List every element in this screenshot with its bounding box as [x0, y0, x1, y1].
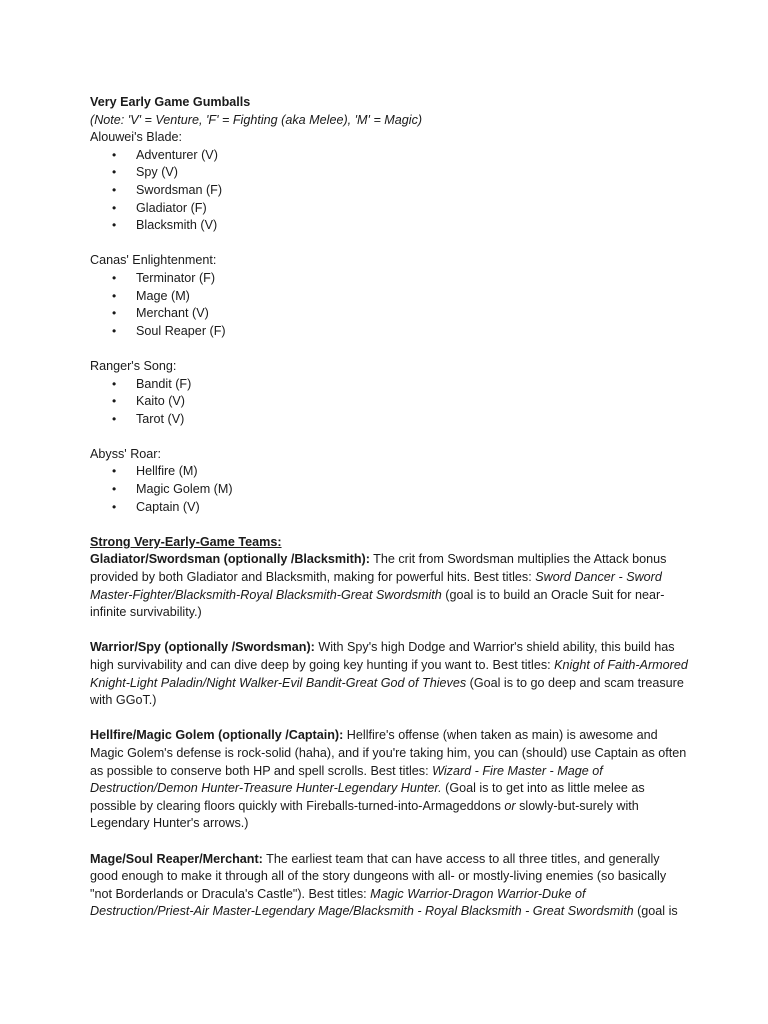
group-name-abyss: Abyss' Roar:: [90, 446, 161, 461]
bullet-icon: •: [112, 147, 117, 162]
group-name-canas: Canas' Enlightenment:: [90, 253, 217, 268]
team-paragraph-mage: Mage/Soul Reaper/Merchant: The earliest team that can have access to all three titles, and generally good enough to make it through all of the story dungeons with all- or mostly-living enemies (so basically "not Borderlands or Dracula's Castle"). Best titles: Magic Warrior-Dragon Warrior-Duke of Destruction/Priest-Air Master-Legendary Mage/Blacksmith - Royal Blacksmith - Great Swordsmith (goal is: [90, 851, 678, 919]
team-titles: Sword Dancer - Sword Master-Fighter/Blacksmith-Royal Blacksmith-Great Swordsmith: [90, 570, 662, 602]
team-titles: Magic Warrior-Dragon Warrior-Duke of Destruction/Priest-Air Master-Legendary Mage/Blacksmith - Royal Blacksmith - Great Swordsmith: [90, 886, 634, 919]
group-list-alouwei: [90, 147, 690, 235]
list-item: • Gladiator (F): [90, 200, 690, 218]
spacer: [90, 428, 690, 446]
bullet-icon: •: [112, 482, 117, 497]
group-list-ranger: [90, 376, 690, 429]
bullet-icon: •: [112, 376, 117, 391]
list-item: • Tarot (V): [90, 411, 690, 429]
group-name-alouwei: Alouwei's Blade:: [90, 130, 183, 145]
list-item: • Adventurer (V): [90, 147, 690, 165]
list-item: • Terminator (F): [90, 270, 690, 288]
bullet-icon: •: [112, 464, 117, 479]
spacer: [90, 710, 690, 728]
team-paragraph-gladiator: Gladiator/Swordsman (optionally /Blacksmith): The crit from Swordsman multiplies the Attack bonus provided by both Gladiator and Blacksmith, making for powerful hits. Best titles: Sword Dancer - Sword Master-Fighter/Blacksmith-Royal Blacksmith-Great Swordsmith (goal is to build an Oracle Suit for near-infinite survivability.): [90, 552, 667, 620]
list-item: • Spy (V): [90, 164, 690, 182]
teams-heading: Strong Very-Early-Game Teams:: [90, 534, 282, 549]
team-paragraph-hellfire: Hellfire/Magic Golem (optionally /Captain): Hellfire's offense (when taken as main) is awesome and Magic Golem's defense is rock-solid (haha), and if you're taking him, you can (should) use Captain as often as possible to conserve both HP and spell scrolls. Best titles: Wizard - Fire Master - Mage of Destruction/Demon Hunter-Treasure Hunter-Legendary Hunter. (Goal is to get into as little melee as possible by clearing floors quickly with Fireballs-turned-into-Armageddons or slowly-but-surely with Legendary Hunter's arrows.): [90, 728, 687, 831]
team-name: Hellfire/Magic Golem (optionally /Captain):: [90, 728, 344, 743]
list-item: • Captain (V): [90, 499, 690, 517]
spacer: [90, 516, 690, 534]
list-item: • Magic Golem (M): [90, 481, 690, 499]
team-name: Warrior/Spy (optionally /Swordsman):: [90, 640, 315, 655]
bullet-icon: •: [112, 499, 117, 514]
group-list-canas: [90, 270, 690, 340]
group-list-abyss: [90, 463, 690, 516]
bullet-icon: •: [112, 306, 117, 321]
bullet-icon: •: [112, 394, 117, 409]
list-item: • Blacksmith (V): [90, 217, 690, 235]
list-item: • Kaito (V): [90, 393, 690, 411]
team-name: Mage/Soul Reaper/Merchant:: [90, 851, 263, 866]
group-name-ranger: Ranger's Song:: [90, 358, 177, 373]
team-paragraph-warrior: Warrior/Spy (optionally /Swordsman): With Spy's high Dodge and Warrior's shield ability, this build has high survivability and can dive deep by going key hunting if you want to. Best titles: Knight of Faith-Armored Knight-Light Paladin/Night Walker-Evil Bandit-Great God of Thieves (Goal is to go deep and scam treasure with GGoT.): [90, 640, 688, 708]
doc-title: Very Early Game Gumballs: [90, 95, 251, 109]
spacer: [90, 235, 690, 253]
bullet-icon: •: [112, 165, 117, 180]
bullet-icon: •: [112, 182, 117, 197]
list-item: • Swordsman (F): [90, 182, 690, 200]
bullet-icon: •: [112, 200, 117, 215]
bullet-icon: •: [112, 270, 117, 285]
spacer: [90, 622, 690, 640]
bullet-icon: •: [112, 323, 117, 338]
team-name: Gladiator/Swordsman (optionally /Blacksmith):: [90, 552, 370, 567]
legend-note: (Note: 'V' = Venture, 'F' = Fighting (aka Melee), 'M' = Magic): [90, 112, 423, 127]
bullet-icon: •: [112, 288, 117, 303]
bullet-icon: •: [112, 218, 117, 233]
list-item: • Soul Reaper (F): [90, 323, 690, 341]
team-titles: Knight of Faith-Armored Knight-Light Paladin/Night Walker-Evil Bandit-Great God of Thieves: [90, 658, 688, 690]
spacer: [90, 340, 690, 358]
list-item: • Merchant (V): [90, 305, 690, 323]
document-page: [90, 94, 690, 921]
spacer: [90, 833, 690, 851]
team-titles: Wizard - Fire Master - Mage of Destruction/Demon Hunter-Treasure Hunter-Legendary Hunter.: [90, 763, 603, 796]
list-item: • Hellfire (M): [90, 463, 690, 481]
list-item: • Mage (M): [90, 288, 690, 306]
list-item: • Bandit (F): [90, 376, 690, 394]
bullet-icon: •: [112, 411, 117, 426]
